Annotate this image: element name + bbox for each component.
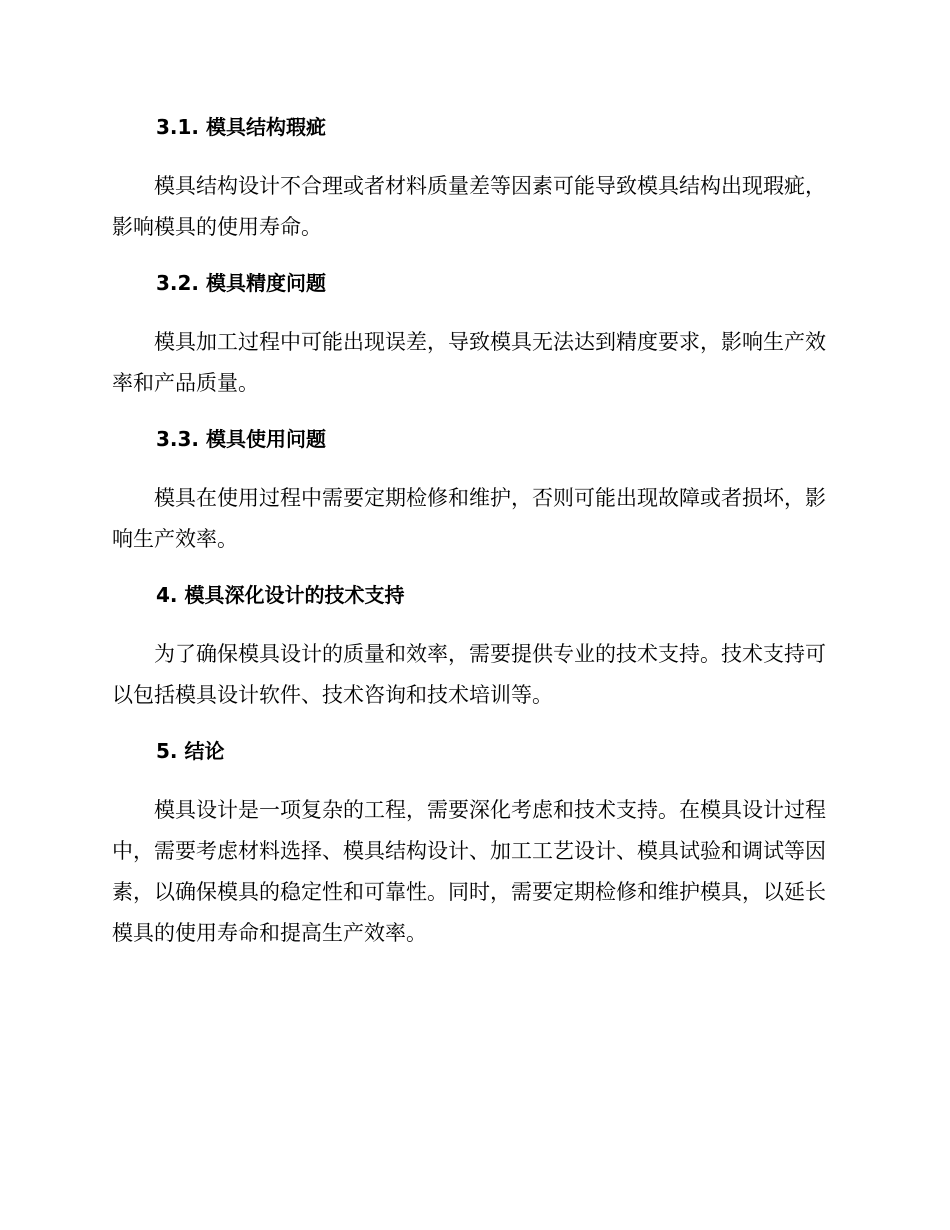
paragraph-line: 疵，影响模具的使用寿命。 xyxy=(112,174,826,239)
paragraph-line: 可以包括模具设计软件、技术咨询和技术培训等。 xyxy=(112,642,826,707)
section-paragraph-3-2 xyxy=(112,322,832,404)
paragraph-line: 以延长模具的使用寿命和提高生产效率。 xyxy=(112,880,826,945)
paragraph-line: 效率和产品质量。 xyxy=(112,330,826,395)
section-heading-3-3: 3.3. 模具使用问题 xyxy=(156,427,326,451)
section-paragraph-3-1 xyxy=(112,166,832,248)
paragraph-line: 影响生产效率。 xyxy=(112,486,826,551)
paragraph-line: 等因素，以确保模具的稳定性和可靠性。同时，需要定期检修和维护模具， xyxy=(112,839,826,904)
paragraph-line: 为了确保模具设计的质量和效率，需要提供专业的技术支持。技术支持 xyxy=(154,642,805,666)
section-heading-3-2: 3.2. 模具精度问题 xyxy=(156,271,326,295)
paragraph-line: 模具加工过程中可能出现误差，导致模具无法达到精度要求，影响生产 xyxy=(154,330,805,354)
section-heading-5: 5. 结论 xyxy=(156,739,225,763)
paragraph-line: 程中，需要考虑材料选择、模具结构设计、加工工艺设计、模具试验和调试 xyxy=(112,798,826,863)
paragraph-line: 模具结构设计不合理或者材料质量差等因素可能导致模具结构出现瑕 xyxy=(154,174,784,198)
section-heading-4: 4. 模具深化设计的技术支持 xyxy=(156,583,405,607)
document-body xyxy=(112,112,832,954)
section-paragraph-5 xyxy=(112,790,832,954)
section-heading-3-1: 3.1. 模具结构瑕疵 xyxy=(156,115,326,139)
paragraph-line: 模具在使用过程中需要定期检修和维护，否则可能出现故障或者损坏， xyxy=(154,486,805,510)
paragraph-line: 模具设计是一项复杂的工程，需要深化考虑和技术支持。在模具设计过 xyxy=(154,798,805,822)
section-paragraph-4 xyxy=(112,634,832,716)
section-paragraph-3-3 xyxy=(112,478,832,560)
